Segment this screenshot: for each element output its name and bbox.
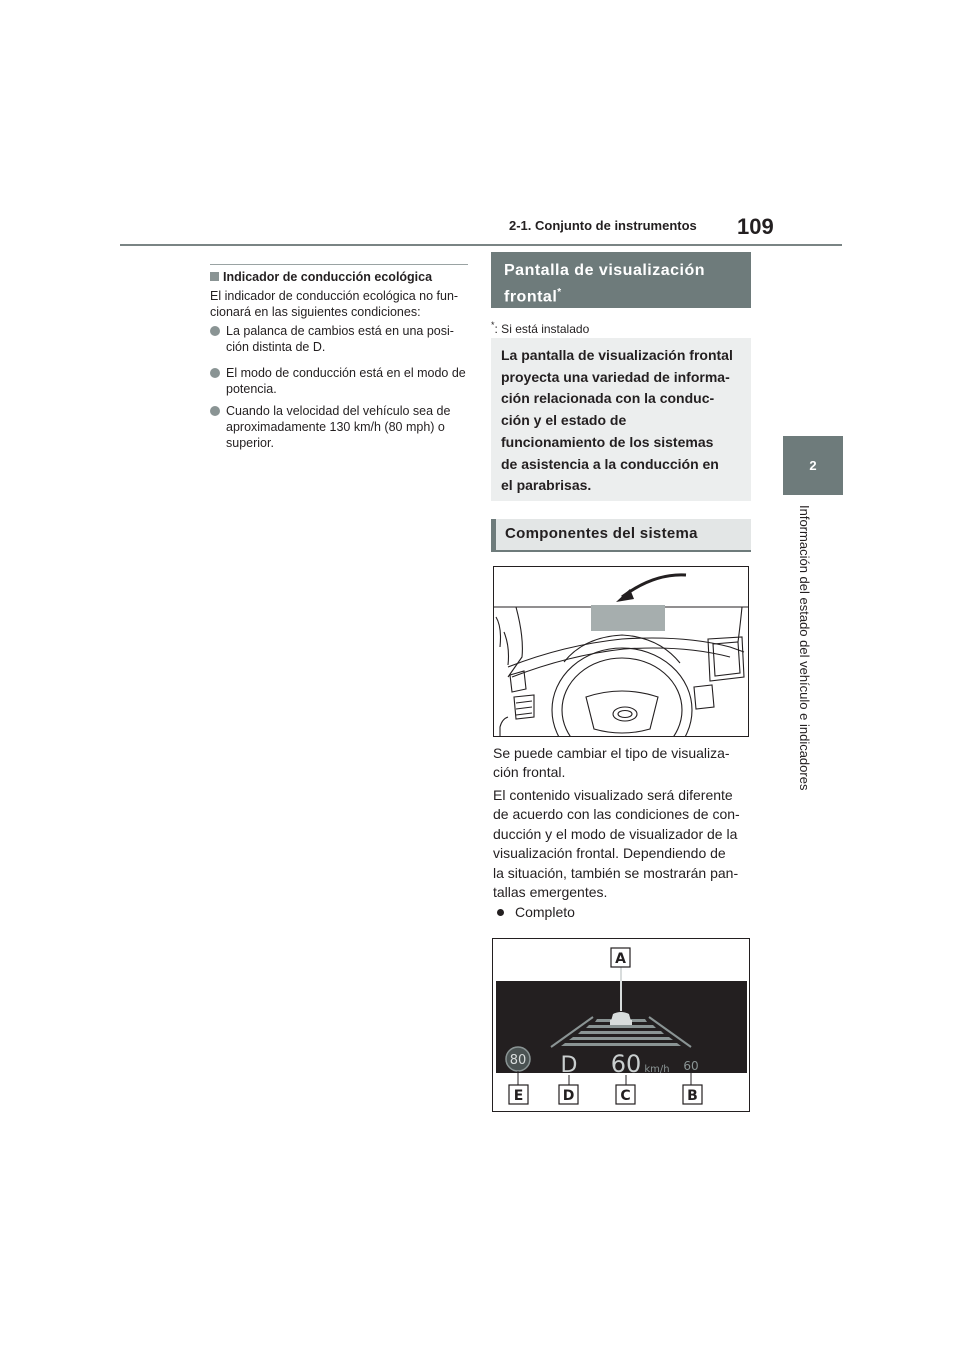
summary-box xyxy=(491,338,751,501)
condition-item xyxy=(210,323,470,355)
eco-indicator-title-text: Indicador de conducción ecológica xyxy=(223,270,433,284)
summary-line: de asistencia a la conducción en xyxy=(501,455,719,472)
hud-full-display-figure xyxy=(492,938,750,1112)
condition-line: potencia. xyxy=(226,382,277,396)
heading-asterisk: * xyxy=(557,287,562,298)
paragraph-line: Se puede cambiar el tipo de visualiza- xyxy=(493,745,730,761)
section-heading-components xyxy=(491,519,751,552)
speed-unit: km/h xyxy=(644,1064,670,1075)
hud-display-drawing xyxy=(493,939,750,1112)
paragraph-display-type xyxy=(493,744,753,783)
summary-line: ción y el estado de xyxy=(501,412,627,429)
summary-line: el parabrisas. xyxy=(501,477,592,494)
gear-indicator: D xyxy=(560,1053,578,1078)
paragraph-line: El contenido visualizado será diferente xyxy=(493,787,733,803)
dashboard-drawing xyxy=(494,567,749,737)
header-rule xyxy=(120,244,842,246)
components-heading-text: Componentes del sistema xyxy=(505,525,698,542)
running-header-section: 2-1. Conjunto de instrumentos xyxy=(509,218,697,233)
callout-d: D xyxy=(562,1088,575,1104)
callout-a: A xyxy=(615,951,626,967)
speed-value: 60 xyxy=(610,1050,642,1078)
heading-line: frontal xyxy=(504,288,558,306)
callout-e: E xyxy=(513,1088,524,1104)
section-heading-hud xyxy=(491,252,751,308)
condition-line: superior. xyxy=(226,436,274,450)
condition-line: ción distinta de D. xyxy=(226,340,326,354)
callout-b: B xyxy=(687,1088,698,1104)
footnote-asterisk: * xyxy=(491,320,495,330)
display-mode-label: Completo xyxy=(515,904,575,920)
page-number: 109 xyxy=(737,214,774,239)
round-bullet-icon xyxy=(210,368,220,378)
chapter-title: Información del estado del vehículo e indicadores xyxy=(797,505,812,791)
chapter-number: 2 xyxy=(809,458,817,473)
condition-line: El modo de conducción está en el modo de xyxy=(226,366,466,380)
summary-line: funcionamiento de los sistemas xyxy=(501,433,714,450)
paragraph-line: ducción y el modo de visualizador de la xyxy=(493,825,738,842)
paragraph-line: de acuerdo con las condiciones de con- xyxy=(493,806,740,823)
condition-line: aproximadamente 130 km/h (80 mph) o xyxy=(226,420,445,434)
eco-indicator-intro xyxy=(210,288,470,320)
hud-projection-area xyxy=(591,605,665,631)
summary-line: ción relacionada con la conduc- xyxy=(501,390,715,407)
summary-line: proyecta una variedad de informa- xyxy=(501,368,730,385)
paragraph-line: la situación, también se mostrarán pan- xyxy=(493,864,739,881)
round-bullet-icon xyxy=(210,406,220,416)
paragraph-line: tallas emergentes. xyxy=(493,884,608,901)
chapter-tab xyxy=(783,436,843,495)
condition-line: Cuando la velocidad del vehículo sea de xyxy=(226,404,451,418)
speed-limit-value: 80 xyxy=(509,1053,527,1068)
callout-c: C xyxy=(620,1088,631,1104)
eco-indicator-title xyxy=(210,270,432,284)
set-speed-value: 60 xyxy=(683,1059,699,1073)
display-mode-item xyxy=(493,904,575,920)
paragraph-line: ción frontal. xyxy=(493,764,566,781)
paragraph-line: visualización frontal. Dependiendo de xyxy=(493,845,726,862)
condition-item xyxy=(210,403,470,451)
intro-line: cionará en las siguientes condiciones: xyxy=(210,305,421,319)
vehicle-ahead-icon xyxy=(610,1012,632,1025)
round-bullet-icon xyxy=(210,326,220,336)
left-section-rule xyxy=(210,264,468,265)
condition-item xyxy=(210,365,470,397)
intro-line: El indicador de conducción ecológica no fun- xyxy=(210,289,459,303)
condition-line: La palanca de cambios está en una posi- xyxy=(226,324,454,338)
chapter-title-vertical xyxy=(797,505,817,805)
footnote-text: : Si está instalado xyxy=(494,322,590,336)
black-bullet-icon xyxy=(497,909,504,916)
summary-line: La pantalla de visualización frontal xyxy=(501,347,733,363)
dashboard-illustration xyxy=(493,566,749,737)
paragraph-content xyxy=(493,786,753,902)
footnote xyxy=(491,320,589,336)
square-bullet-icon xyxy=(210,272,219,281)
heading-line: Pantalla de visualización xyxy=(504,262,706,279)
